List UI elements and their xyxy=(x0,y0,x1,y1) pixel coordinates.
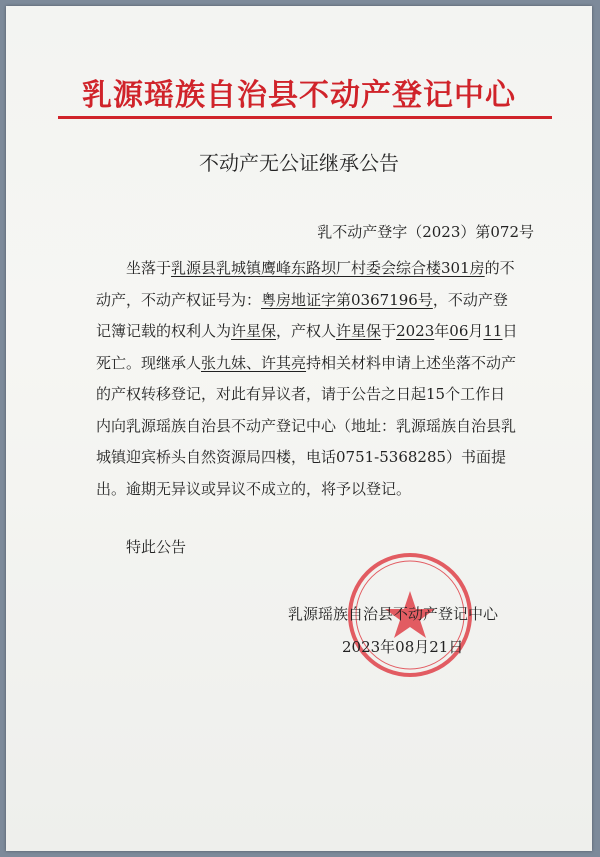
right-holder-name: 许星保 xyxy=(231,322,277,340)
body-text-2: 的不动产，不动产权证号为： xyxy=(96,259,515,309)
certificate-number: 粤房地证字第0367196号 xyxy=(261,290,433,309)
body-text-7: 月 xyxy=(468,322,484,340)
notice-body xyxy=(96,253,520,505)
heirs-names: 张九妹、许其亮 xyxy=(201,353,307,372)
body-text-9: 持相关材料申请上述坐落不动产的产权转移登记，对此有异议者，请于公告之日起15个工作日内向乳源瑶族自治县不动产登记中心（地址：乳源瑶族自治县乳城镇迎宾桥头自然资源局四楼，电话0751-5368285）书面提出。逾期无异议或异议不成立的，将予以登记。 xyxy=(96,353,517,498)
notice-title: 不动产无公证继承公告 xyxy=(199,151,399,175)
body-text-4: ，产权人 xyxy=(276,322,337,340)
closing-phrase: 特此公告 xyxy=(126,538,187,556)
death-month: 06 xyxy=(449,322,469,340)
owner-name: 许星保 xyxy=(336,322,382,340)
death-day: 11 xyxy=(483,322,503,340)
body-text-6: 年 xyxy=(434,322,450,340)
property-address: 乳源县乳城镇鹰峰东路坝厂村委会综合楼301房 xyxy=(171,259,485,277)
body-text-8: 日死亡。现继承人 xyxy=(96,322,518,372)
org-letterhead: 乳源瑶族自治县不动产登记中心 xyxy=(82,78,516,113)
body-text-1: 坐落于 xyxy=(126,259,172,277)
death-year: 2023 xyxy=(396,322,435,340)
body-text-5: 于 xyxy=(381,322,397,340)
notice-page xyxy=(6,6,592,851)
header-divider xyxy=(58,116,552,119)
document-number: 乳不动产登字（2023）第072号 xyxy=(317,223,534,241)
body-text-3: ，不动产登记簿记载的权利人为 xyxy=(96,290,508,340)
signature-date: 2023年08月21日 xyxy=(342,638,464,656)
signature-organization: 乳源瑶族自治县不动产登记中心 xyxy=(288,605,499,623)
